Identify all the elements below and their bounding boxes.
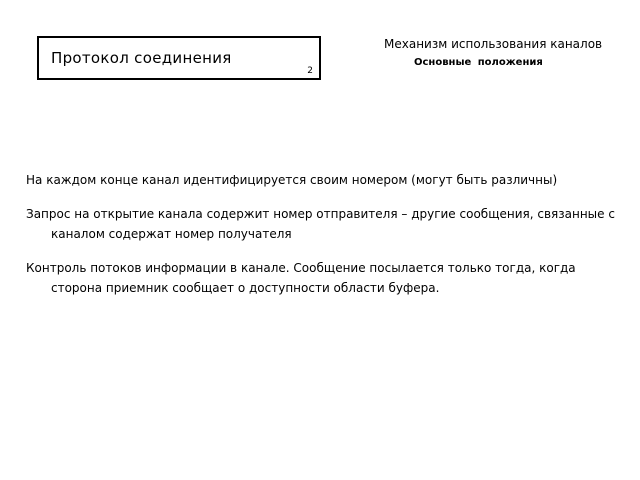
body-text — [26, 170, 626, 312]
paragraph-channel-id: На каждом конце канал идентифицируется своим номером (могут быть различны) — [26, 173, 558, 187]
slide-title: Протокол соединения — [51, 49, 232, 67]
section-subheader: Основные положения — [414, 57, 543, 68]
paragraph-flow-control: Контроль потоков информации в канале. Сообщение посылается только тогда, когда сторона приемник сообщает о доступности области буфера. — [26, 261, 576, 295]
paragraph-open-request: Запрос на открытие канала содержит номер отправителя – другие сообщения, связанные с каналом содержат номер получателя — [26, 207, 615, 241]
section-header: Механизм использования каналов — [384, 37, 603, 51]
page-number: 2 — [307, 66, 313, 76]
title-box — [37, 36, 321, 80]
